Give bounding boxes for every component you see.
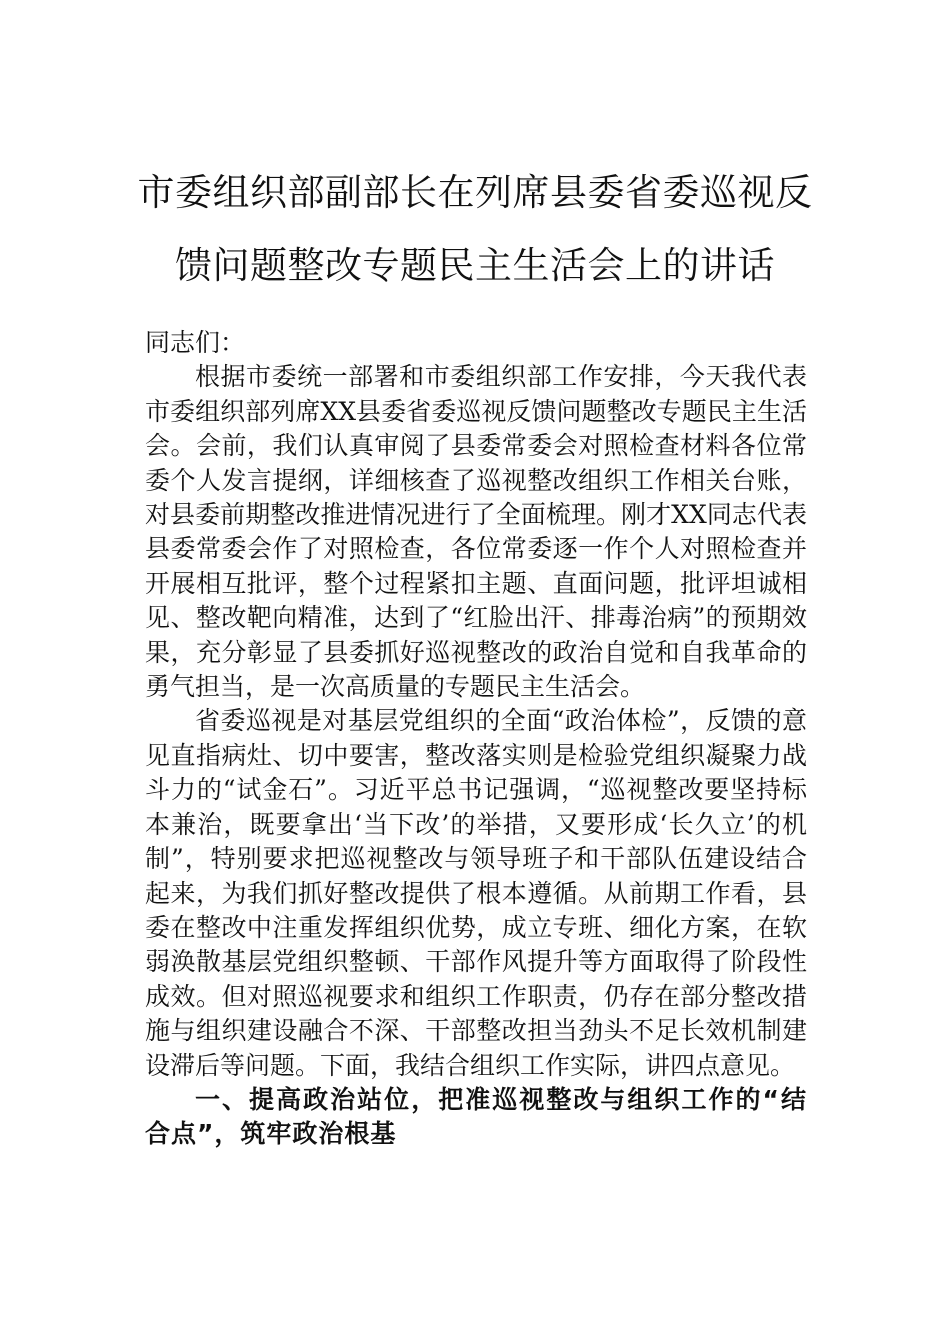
section-heading-1: 一、提高政治站位，把准巡视整改与组织工作的“结合点”，筑牢政治根基 [145, 1084, 807, 1149]
title-line-1: 市委组织部副部长在列席县委省委巡视反 [137, 171, 813, 214]
greeting: 同志们： [145, 328, 246, 357]
paragraph-2: 省委巡视是对基层党组织的全面“政治体检”，反馈的意见直指病灶、切中要害，整改落实则是检验党组织凝聚力战斗力的“试金石”。习近平总书记强调，“巡视整改要坚持标本兼治，既要拿出‘当下改’的举措，又要形成‘长久立’的机制”，特别要求把巡视整改与领导班子和干部队伍建设结合起来，为我们抓好整改提供了根本遵循。从前期工作看，县委在整改中注重发挥组织优势，成立专班、细化方案，在软弱涣散基层党组织整顿、干部作风提升等方面取得了阶段性成效。但对照巡视要求和组织工作职责，仍存在部分整改措施与组织建设融合不深、干部整改担当劲头不足长效机制建设滞后等问题。下面，我结合组织工作实际，讲四点意见。 [145, 706, 807, 1080]
document-body [145, 326, 807, 1152]
paragraph-1: 根据市委统一部署和市委组织部工作安排，今天我代表市委组织部列席XX县委省委巡视反馈问题整改专题民主生活会。会前，我们认真审阅了县委常委会对照检查材料各位常委个人发言提纲，详细核查了巡视整改组织工作相关台账，对县委前期整改推进情况进行了全面梳理。刚才XX同志代表县委常委会作了对照检查，各位常委逐一作个人对照检查并开展相互批评，整个过程紧扣主题、直面问题，批评坦诚相见、整改靶向精准，达到了“红脸出汗、排毒治病”的预期效果，充分彰显了县委抓好巡视整改的政治自觉和自我革命的勇气担当，是一次高质量的专题民主生活会。 [145, 362, 807, 702]
title-line-2: 馈问题整改专题民主生活会上的讲话 [175, 244, 775, 287]
